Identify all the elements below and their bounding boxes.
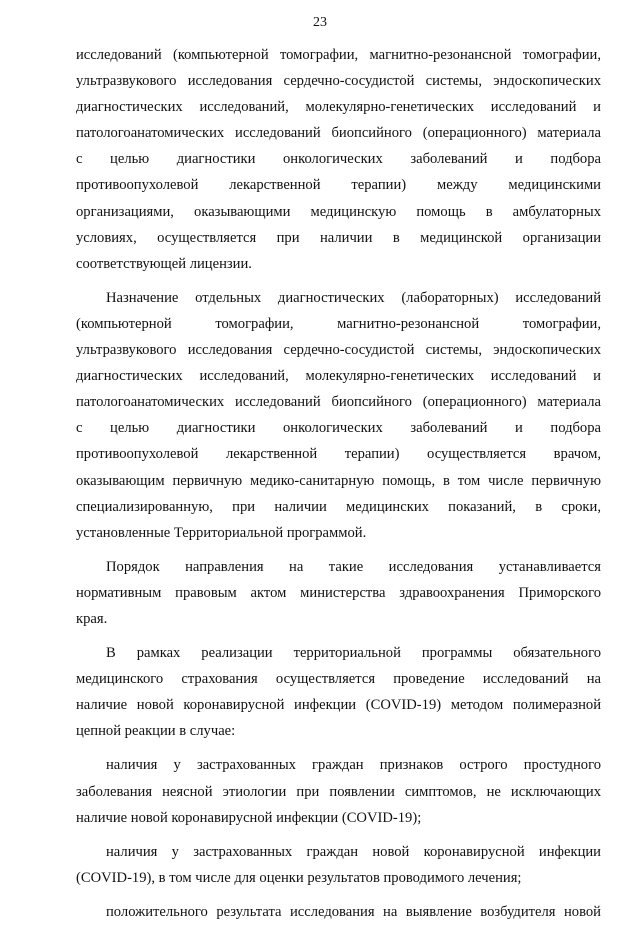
paragraph-referral-procedure bbox=[76, 554, 601, 632]
text-line: с целью диагностики онкологических заболеваний и подбора bbox=[76, 151, 601, 168]
text-line: Назначение отдельных диагностических (лабораторных) исследований bbox=[106, 289, 601, 306]
text-line: нормативным правовым актом министерства здравоохранения Приморского bbox=[76, 584, 601, 601]
text-line: медицинского страхования осуществляется проведение исследований на bbox=[76, 671, 601, 688]
text-line: заболевания неясной этиологии при появлении симптомов, не исключающих bbox=[76, 783, 601, 800]
document-body bbox=[76, 42, 601, 925]
text-line: организациями, оказывающими медицинскую помощь в амбулаторных bbox=[76, 203, 601, 220]
page-number: 23 bbox=[313, 15, 327, 30]
text-line: наличие новой коронавирусной инфекции (COVID-19); bbox=[76, 809, 422, 826]
text-line: В рамках реализации территориальной программы обязательного bbox=[106, 645, 601, 662]
text-line: патологоанатомических исследований биопсийного (операционного) материала bbox=[76, 394, 601, 411]
text-line: соответствующей лицензии. bbox=[76, 255, 252, 272]
text-line: ультразвукового исследования сердечно-сосудистой системы, эндоскопических bbox=[76, 342, 601, 359]
paragraph-case-symptoms bbox=[76, 752, 601, 830]
text-line: установленные Территориальной программой. bbox=[76, 524, 367, 541]
text-line: цепной реакции в случае: bbox=[76, 723, 236, 740]
text-line: оказывающим первичную медико-санитарную помощь, в том числе первичную bbox=[76, 472, 601, 489]
text-line: наличия у застрахованных граждан признаков острого простудного bbox=[106, 757, 601, 774]
paragraph-continuation bbox=[76, 42, 601, 277]
paragraph-case-positive-result bbox=[76, 899, 601, 925]
text-line: патологоанатомических исследований биопсийного (операционного) материала bbox=[76, 125, 601, 142]
paragraph-diagnostics-assignment bbox=[76, 285, 601, 546]
text-line: положительного результата исследования на выявление возбудителя новой bbox=[106, 903, 601, 920]
text-line: с целью диагностики онкологических заболеваний и подбора bbox=[76, 420, 601, 437]
text-line: наличие новой коронавирусной инфекции (COVID-19) методом полимеразной bbox=[76, 697, 601, 714]
text-line: края. bbox=[76, 610, 108, 627]
paragraph-case-infection bbox=[76, 839, 601, 891]
text-line: (COVID-19), в том числе для оценки результатов проводимого лечения; bbox=[76, 869, 522, 886]
text-line: противоопухолевой лекарственной терапии) между медицинскими bbox=[76, 177, 601, 194]
paragraph-covid-testing bbox=[76, 640, 601, 744]
text-line: Порядок направления на такие исследования устанавливается bbox=[106, 558, 601, 575]
text-line: исследований (компьютерной томографии, магнитно-резонансной томографии, bbox=[76, 47, 601, 63]
text-line: противоопухолевой лекарственной терапии) осуществляется врачом, bbox=[76, 446, 601, 463]
text-line: диагностических исследований, молекулярно-генетических исследований и bbox=[76, 99, 601, 116]
text-line: (компьютерной томографии, магнитно-резонансной томографии, bbox=[76, 315, 601, 332]
text-line: диагностических исследований, молекулярно-генетических исследований и bbox=[76, 368, 601, 385]
text-line: ультразвукового исследования сердечно-сосудистой системы, эндоскопических bbox=[76, 73, 601, 90]
text-line: наличия у застрахованных граждан новой коронавирусной инфекции bbox=[106, 843, 601, 860]
text-line: специализированную, при наличии медицинских показаний, в сроки, bbox=[76, 498, 601, 515]
text-line: условиях, осуществляется при наличии в медицинской организации bbox=[76, 229, 601, 246]
